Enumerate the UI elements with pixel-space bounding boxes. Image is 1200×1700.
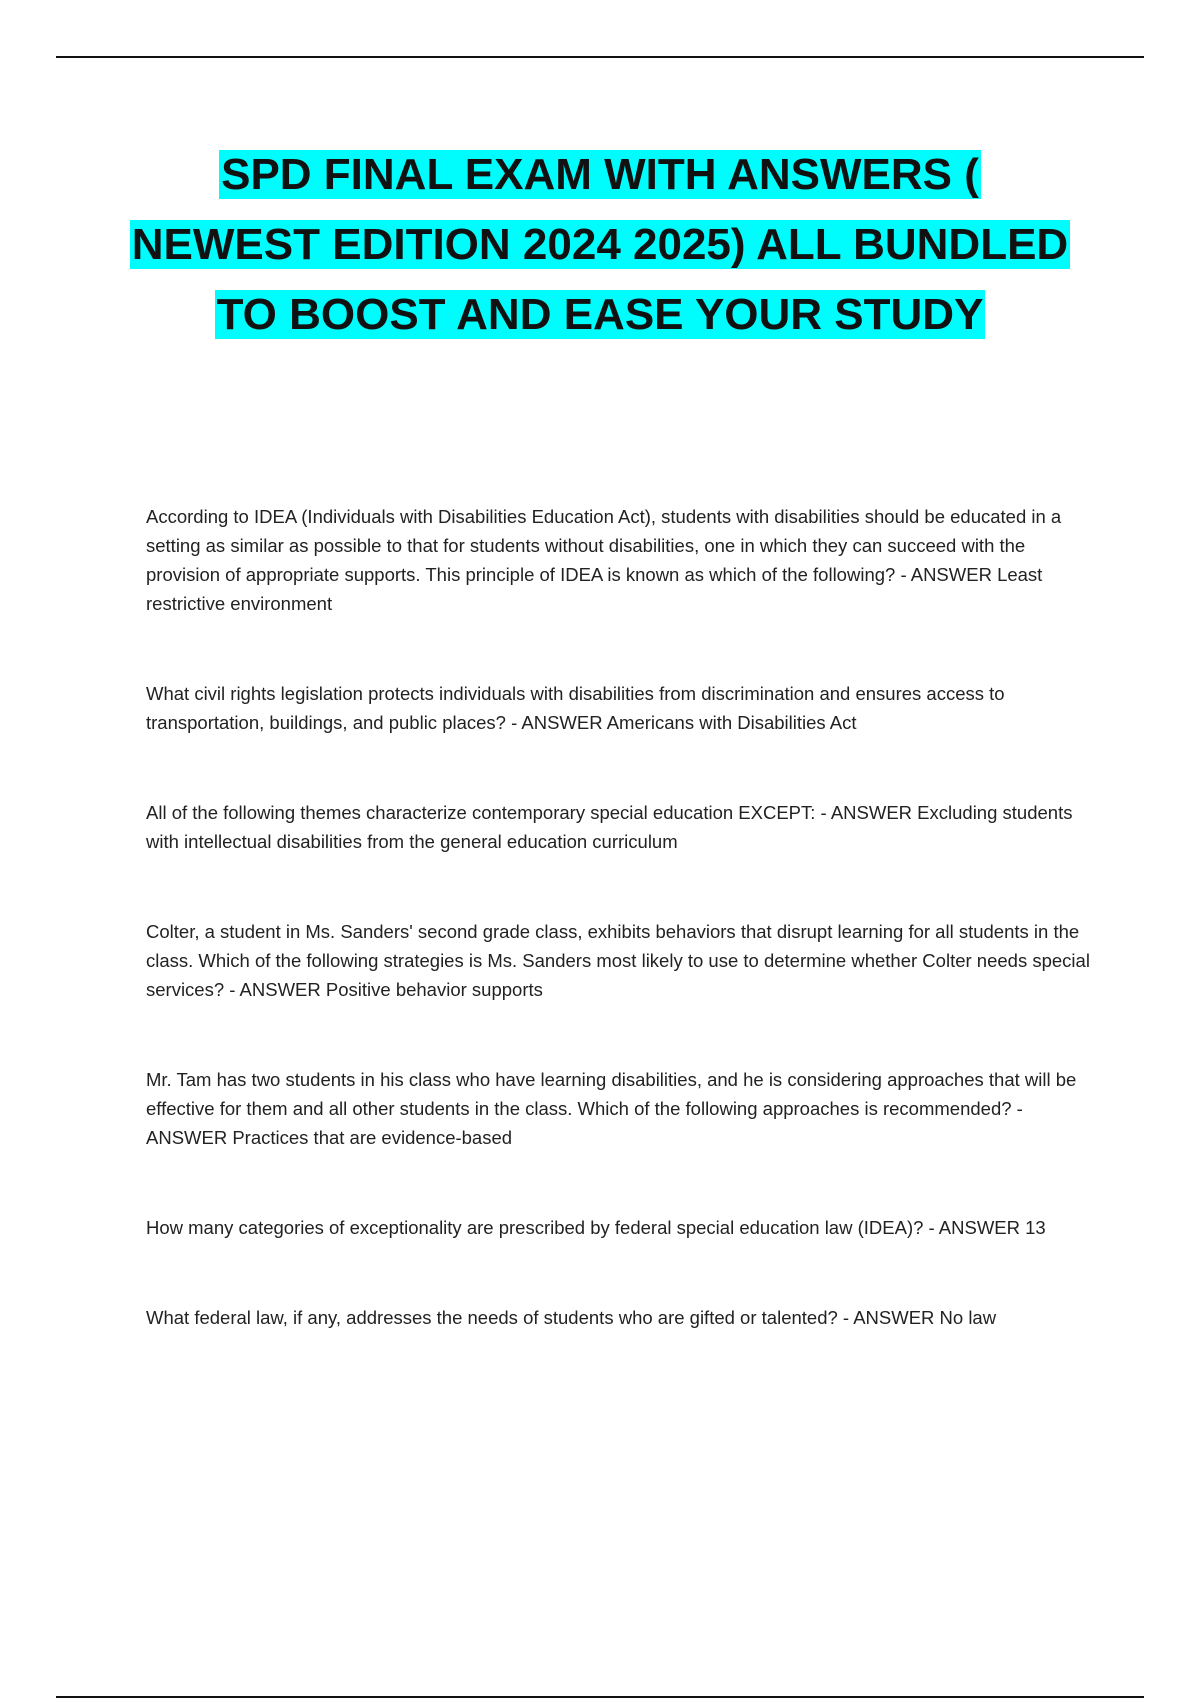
qa-item: According to IDEA (Individuals with Disabilities Education Act), students with disabilities should be educated in a setting as similar as possible to that for students without disabilities, one in which they can succeed with the provision of appropriate supports. This principle of IDEA is known as which of the following? - ANSWER Least restrictive environment [146, 506, 1062, 614]
bottom-divider [56, 1696, 1144, 1698]
question-answer-list [146, 502, 1096, 1332]
qa-item: All of the following themes characterize contemporary special education EXCEPT: - ANSWER Excluding students with intellectual disabilities from the general education curriculum [146, 802, 1073, 852]
document-title [100, 140, 1100, 350]
title-line: NEWEST EDITION 2024 2025) ALL BUNDLED [131, 220, 1069, 269]
qa-item: What civil rights legislation protects individuals with disabilities from discrimination and ensures access to transportation, buildings, and public places? - ANSWER Americans with Disabilities Act [146, 683, 1005, 733]
qa-item: How many categories of exceptionality are prescribed by federal special education law (IDEA)? - ANSWER 13 [146, 1217, 1046, 1238]
top-divider [56, 56, 1144, 58]
title-line: SPD FINAL EXAM WITH ANSWERS ( [221, 150, 979, 199]
qa-item: What federal law, if any, addresses the needs of students who are gifted or talented? - ANSWER No law [146, 1307, 997, 1328]
qa-item: Mr. Tam has two students in his class who have learning disabilities, and he is considering approaches that will be effective for them and all other students in the class. Which of the following approaches is recommended? - ANSWER Practices that are evidence-based [146, 1069, 1077, 1148]
title-line: TO BOOST AND EASE YOUR STUDY [216, 290, 984, 339]
qa-item: Colter, a student in Ms. Sanders' second grade class, exhibits behaviors that disrupt learning for all students in the class. Which of the following strategies is Ms. Sanders most likely to use to determine whether Colter needs special services? - ANSWER Positive behavior supports [146, 921, 1090, 1000]
